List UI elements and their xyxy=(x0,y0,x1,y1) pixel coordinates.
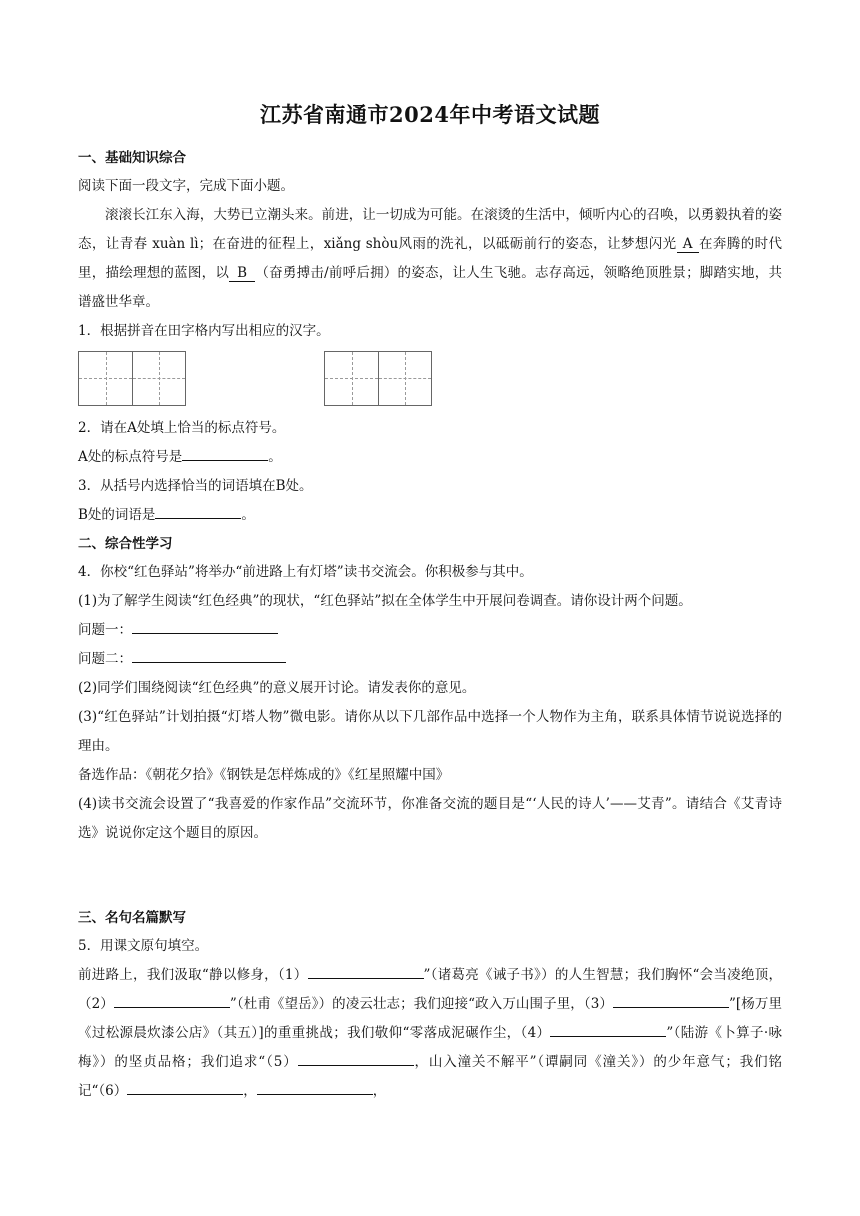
question-4: 4．你校“红色驿站”将举办“前进路上有灯塔”读书交流会。你积极参与其中。 xyxy=(78,564,533,580)
period: 。 xyxy=(241,507,255,523)
blank-2[interactable] xyxy=(114,992,230,1008)
fill-text-4: ”[杨万里《过松源晨炊漆公店》（其五）]的重重挑战；我们敬仰“零落成泥碾作尘，（4） xyxy=(78,996,782,1041)
exam-page xyxy=(78,100,782,1106)
fill-text-7: ， xyxy=(243,1083,257,1099)
fill-in-passage xyxy=(78,961,782,1106)
question-4-3: (3)“红色驿站”计划拍摄“灯塔人物”微电影。请你从以下几部作品中选择一个人物作为主角，联系具体情节说说选择的理由。 xyxy=(78,709,782,754)
candidate-works: 备选作品：《朝花夕拾》《钢铁是怎样炼成的》《红星照耀中国》 xyxy=(78,767,450,783)
question-4-1: (1)为了解学生阅读“红色经典”的现状，“红色驿站”拟在全体学生中开展问卷调查。请你设计两个问题。 xyxy=(78,593,692,609)
section-2-heading: 二、综合性学习 xyxy=(78,536,173,552)
question-4-2: (2)同学们围绕阅读“红色经典”的意义展开讨论。请发表你的意见。 xyxy=(78,680,476,696)
tianzige-grid-2[interactable] xyxy=(324,351,432,406)
mark-a: A xyxy=(677,236,699,253)
survey-question-1-blank[interactable] xyxy=(132,618,278,634)
page-title: 江苏省南通市2024年中考语文试题 xyxy=(260,102,600,127)
section-1-heading: 一、基础知识综合 xyxy=(78,150,186,166)
fill-text-5: ”（陆游《卜算子·咏梅》）的坚贞品格；我们追求“（5） xyxy=(78,1025,782,1070)
answer-b-label: B处的词语是 xyxy=(78,507,156,523)
question-4-4: (4)读书交流会设置了“我喜爱的作家作品”交流环节，你准备交流的题目是“‘人民的诗人’——艾青”。请结合《艾青诗选》说说你定这个题目的原因。 xyxy=(78,796,782,841)
survey-question-2-blank[interactable] xyxy=(132,647,286,663)
tianzige-grids xyxy=(78,348,782,408)
question-3-answer xyxy=(78,501,782,530)
blank-4[interactable] xyxy=(550,1021,666,1037)
answer-a-label: A处的标点符号是 xyxy=(78,449,183,465)
survey-question-1-label: 问题一： xyxy=(78,622,132,638)
period: 。 xyxy=(268,449,282,465)
fill-text-3: ”（杜甫《望岳》）的凌云壮志；我们迎接“政入万山围子里，（3） xyxy=(229,996,614,1012)
answer-a-blank[interactable] xyxy=(182,445,268,461)
fill-text-6: ，山入潼关不解平”（谭嗣同《潼关》）的少年意气；我们铭记“（6） xyxy=(78,1054,782,1099)
tianzige-grid-1[interactable] xyxy=(78,351,186,406)
question-3: 3．从括号内选择恰当的词语填在B处。 xyxy=(78,478,313,494)
question-2-answer xyxy=(78,443,782,472)
reading-passage xyxy=(78,201,782,317)
blank-1[interactable] xyxy=(308,963,424,979)
blank-6a[interactable] xyxy=(127,1079,243,1095)
blank-3[interactable] xyxy=(613,992,729,1008)
fill-text-8: ， xyxy=(372,1083,387,1099)
question-2: 2．请在A处填上恰当的标点符号。 xyxy=(78,420,286,436)
answer-b-blank[interactable] xyxy=(155,503,241,519)
passage-text-2: 在奔腾的时代里，描绘理想的蓝图，以 xyxy=(78,236,783,281)
fill-text-2: ”（诸葛亮《诫子书》）的人生智慧；我们胸怀“会当凌绝顶，（2） xyxy=(78,967,782,1012)
passage-text-3: （奋勇搏击/前呼后拥）的姿态，让人生飞驰。志存高远，领略绝顶胜景；脚踏实地，共谱盛世华章。 xyxy=(78,265,782,310)
question-1: 1．根据拼音在田字格内写出相应的汉字。 xyxy=(78,323,330,339)
survey-question-1 xyxy=(78,616,782,645)
blank-6b[interactable] xyxy=(257,1079,373,1095)
fill-text-1: 前进路上，我们汲取“静以修身，（1） xyxy=(78,967,308,983)
mark-b: B xyxy=(229,265,255,282)
survey-question-2 xyxy=(78,645,782,674)
passage-text-1: 滚滚长江东入海，大势已立潮头来。前进，让一切成为可能。在滚烫的生活中，倾听内心的召唤，以勇毅执着的姿态，让青春 xuàn lì；在奋进的征程上，xiǎng shòu风雨的洗礼，以砥砺前行的姿态，让梦想闪光 xyxy=(78,207,782,252)
section-3-heading: 三、名句名篇默写 xyxy=(78,910,186,926)
question-5: 5．用课文原句填空。 xyxy=(78,938,209,954)
reading-instruction: 阅读下面一段文字，完成下面小题。 xyxy=(78,178,294,194)
blank-5[interactable] xyxy=(298,1050,414,1066)
survey-question-2-label: 问题二： xyxy=(78,651,132,667)
